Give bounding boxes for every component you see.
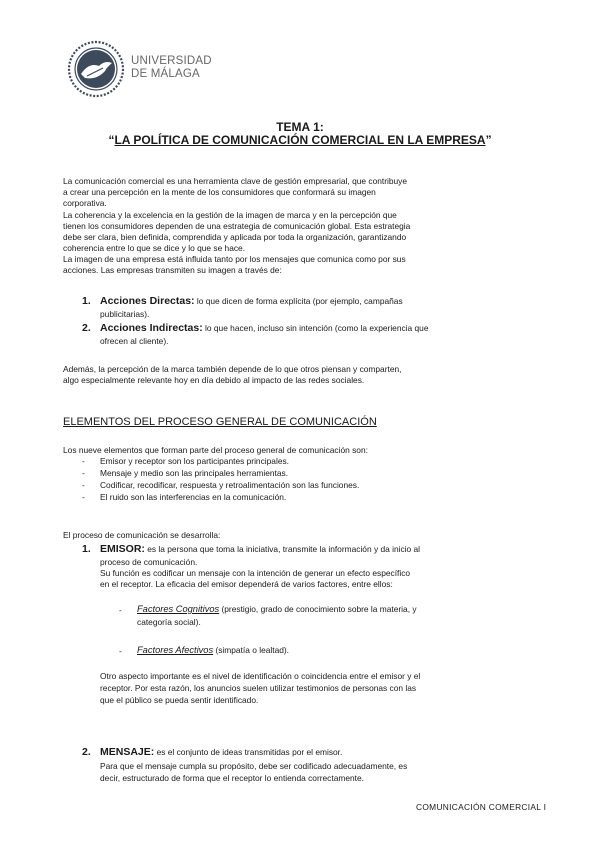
intro-line: debe ser clara, bien definida, comprendida y aplicada por toda la organización, garantizando bbox=[63, 232, 407, 242]
element-item: Mensaje y medio son las principales herramientas. bbox=[100, 468, 289, 478]
list-number: 1. bbox=[82, 295, 91, 307]
intro-line: corporativa. bbox=[63, 198, 107, 208]
action-indirect-title: Acciones Indirectas: bbox=[100, 322, 203, 334]
dash-bullet: - bbox=[82, 480, 85, 490]
action-direct bbox=[100, 296, 403, 307]
emisor-title: EMISOR: bbox=[100, 543, 145, 555]
emisor-other-line: receptor. Por esta razón, los anuncios suelen utilizar testimonios de personas con las bbox=[100, 683, 417, 693]
action-direct-title: Acciones Directas: bbox=[100, 295, 195, 307]
quote-close: ” bbox=[485, 133, 492, 147]
mensaje-line: decir, estructurado de forma que el receptor lo entienda correctamente. bbox=[100, 773, 364, 783]
action-indirect bbox=[100, 323, 429, 334]
list-number: 2. bbox=[82, 322, 91, 334]
university-line2: DE MÁLAGA bbox=[131, 68, 200, 80]
mensaje-definition bbox=[100, 747, 342, 758]
intro-line: tienen los consumidores dependen de una estrategia de comunicación global. Esta estrategia bbox=[63, 221, 411, 231]
ademas-line: algo especialmente relevante hoy en día debido al impacto de las redes sociales. bbox=[63, 375, 365, 385]
intro-line: La coherencia y la excelencia en la gestión de la imagen de marca y en la percepción que bbox=[63, 210, 397, 220]
dash-bullet: - bbox=[119, 646, 122, 656]
factor-cognitive-text: (prestigio, grado de conocimiento sobre la materia, y bbox=[219, 604, 417, 614]
emisor-definition bbox=[100, 544, 420, 555]
action-indirect-cont: ofrecen al cliente). bbox=[100, 336, 169, 346]
element-item: Codificar, recodificar, respuesta y retroalimentación son las funciones. bbox=[100, 480, 360, 490]
university-name bbox=[131, 55, 212, 81]
factor-cognitive bbox=[137, 604, 417, 615]
university-seal-logo bbox=[67, 40, 125, 98]
emisor-line: en el receptor. La eficacia del emisor dependerá de varios factores, entre ellos: bbox=[100, 579, 393, 589]
topic-title: TEMA 1: bbox=[276, 120, 324, 134]
dash-bullet: - bbox=[82, 468, 85, 478]
action-direct-cont: publicitarias). bbox=[100, 309, 150, 319]
emisor-other-line: que el público se pueda sentir identificado. bbox=[100, 695, 259, 705]
dash-bullet: - bbox=[119, 605, 122, 615]
element-item: El ruido son las interferencias en la comunicación. bbox=[100, 492, 287, 502]
element-item: Emisor y receptor son los participantes principales. bbox=[100, 456, 289, 466]
footer-course-name: COMUNICACIÓN COMERCIAL I bbox=[416, 802, 547, 812]
university-line1: UNIVERSIDAD bbox=[131, 55, 212, 67]
mensaje-line: Para que el mensaje cumpla su propósito, debe ser codificado adecuadamente, es bbox=[100, 761, 408, 771]
action-direct-text: lo que dicen de forma explícita (por ejemplo, campañas bbox=[194, 296, 403, 306]
factor-affective-text: (simpatía o lealtad). bbox=[213, 645, 289, 655]
intro-line: La imagen de una empresa está influida tanto por los mensajes que comunica como por sus bbox=[63, 254, 406, 264]
dash-bullet: - bbox=[82, 456, 85, 466]
list-number: 1. bbox=[82, 543, 91, 555]
factor-affective bbox=[137, 645, 289, 656]
list-number: 2. bbox=[82, 746, 91, 758]
intro-line: acciones. Las empresas transmiten su imagen a través de: bbox=[63, 265, 282, 275]
section-heading: ELEMENTOS DEL PROCESO GENERAL DE COMUNICACIÓN bbox=[63, 416, 377, 428]
dash-bullet: - bbox=[82, 492, 85, 502]
intro-line: coherencia entre lo que se dice y lo que se hace. bbox=[63, 243, 246, 253]
quote-open: “ bbox=[108, 133, 115, 147]
action-indirect-text: lo que hacen, incluso sin intención (como la experiencia que bbox=[202, 323, 429, 333]
emisor-text: es la persona que toma la iniciativa, transmite la información y da inicio al bbox=[144, 544, 421, 554]
emisor-other-line: Otro aspecto importante es el nivel de identificación o coincidencia entre el emisor y el bbox=[100, 671, 421, 681]
factor-cognitive-cont: categoría social). bbox=[137, 617, 201, 627]
elements-intro: Los nueve elementos que forman parte del proceso general de comunicación son: bbox=[63, 445, 368, 455]
topic-subtitle bbox=[0, 133, 600, 147]
topic-subtitle-text: LA POLÍTICA DE COMUNICACIÓN COMERCIAL EN LA EMPRESA bbox=[114, 133, 486, 147]
factor-affective-title: Factores Afectivos bbox=[137, 645, 214, 655]
emisor-line: proceso de comunicación. bbox=[100, 557, 198, 567]
process-intro: El proceso de comunicación se desarrolla: bbox=[63, 530, 221, 540]
intro-line: La comunicación comercial es una herramienta clave de gestión empresarial, que contribuye bbox=[63, 176, 408, 186]
factor-cognitive-title: Factores Cognitivos bbox=[137, 604, 220, 614]
intro-line: a crear una percepción en la mente de los consumidores que conformará su imagen bbox=[63, 187, 376, 197]
emisor-line: Su función es codificar un mensaje con la intención de generar un efecto específico bbox=[100, 568, 411, 578]
ademas-line: Además, la percepción de la marca también depende de lo que otros piensan y comparten, bbox=[63, 364, 402, 374]
mensaje-title: MENSAJE: bbox=[100, 746, 155, 758]
mensaje-text: es el conjunto de ideas transmitidas por el emisor. bbox=[154, 747, 343, 757]
